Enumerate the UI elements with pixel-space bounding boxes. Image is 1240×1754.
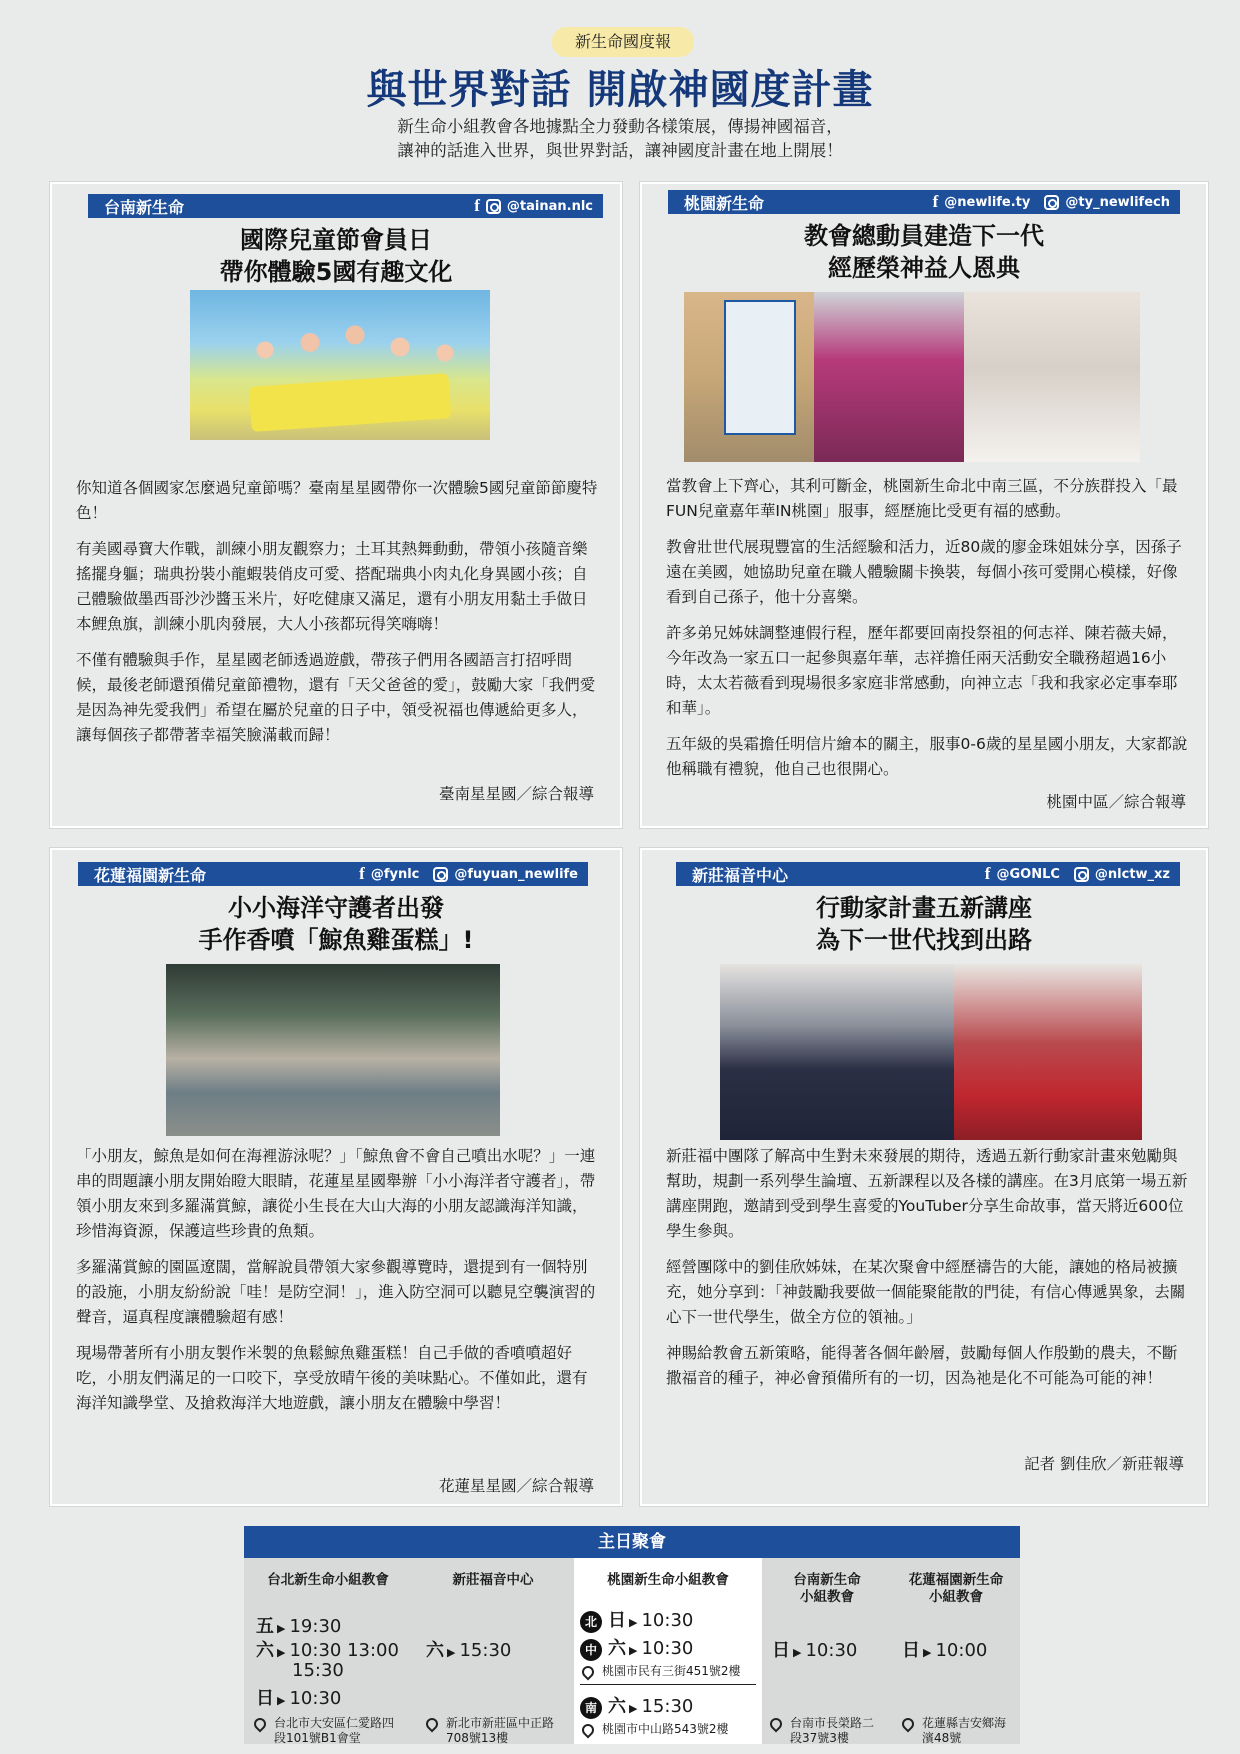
facebook-icon[interactable]: f	[932, 192, 939, 211]
paragraph: 「小朋友，鯨魚是如何在海裡游泳呢？」「鯨魚會不會自己噴出水呢？」一連串的問題讓小朋友開始瞪大眼睛，花蓮星星國舉辦「小小海洋者守護者」，帶領小朋友來到多羅滿賞鯨，讓從小生長在大山大海的小朋友認識海洋知識，珍惜海資源，保護這些珍貴的魚類。	[76, 1147, 596, 1240]
day: 日	[608, 1610, 626, 1631]
article-title	[52, 224, 620, 288]
title-line: 小小海洋守護者出發	[228, 894, 444, 922]
title-line: 行動家計畫五新講座	[816, 894, 1032, 922]
church-name: 新莊福音中心	[692, 865, 789, 885]
time-row	[426, 1636, 511, 1662]
social-handle[interactable]: @ty_newlifech	[1065, 194, 1170, 210]
col-name: 桃園新生命小組教會	[607, 1572, 729, 1588]
instagram-icon[interactable]	[433, 867, 448, 882]
article-body	[76, 1144, 602, 1427]
card-header	[668, 190, 1180, 214]
facebook-icon[interactable]: f	[359, 864, 365, 883]
article-photo	[814, 292, 964, 462]
name-line: 台南新生命	[793, 1572, 861, 1588]
time-row	[256, 1684, 341, 1710]
address-line: 段101號B1會堂	[274, 1731, 361, 1745]
name-line: 小組教會	[800, 1589, 854, 1605]
address	[580, 1664, 741, 1679]
paragraph: 神賜給教會五新策略，能得著各個年齡層，鼓勵每個人作殷勤的農夫，不斷撒福音的種子，神必會預備所有的一切，因為祂是化不可能為可能的神！	[666, 1344, 1178, 1387]
address-line: 桃園市中山路543號2樓	[602, 1722, 729, 1736]
paragraph: 有美國尋寶大作戰，訓練小朋友觀察力；土耳其熱舞動動，帶領小孩隨音樂搖擺身軀；瑞典扮裝小龍蝦裝俏皮可愛、搭配瑞典小肉丸化身異國小孩；自己體驗做墨西哥沙沙醬玉米片，好吃健康又滿足，還有小朋友用黏土手做日本鯉魚旗，訓練小肌肉發展，大人小孩都玩得笑嗨嗨！	[76, 540, 588, 633]
paragraph: 當教會上下齊心，其利可斷金，桃園新生命北中南三區，不分族群投入「最FUN兒童嘉年華IN桃園」服事，經歷施比受更有福的感動。	[666, 477, 1178, 520]
arrow-icon: ▶	[923, 1646, 932, 1659]
page-title: 與世界對話 開啟神國度計畫	[366, 67, 874, 113]
social-handle[interactable]: @GONLC	[996, 866, 1060, 882]
schedule-col-taoyuan	[574, 1558, 762, 1744]
address	[768, 1716, 874, 1746]
article-photo	[190, 290, 490, 440]
social-handle[interactable]: @fynlc	[370, 866, 420, 882]
paragraph: 五年級的吳霜擔任明信片繪本的關主，服事0-6歲的星星國小朋友，大家都說他稱職有禮貌，他自己也很開心。	[666, 735, 1188, 778]
address-line: 桃園市民有三街451號2樓	[602, 1664, 741, 1678]
social-links	[474, 196, 593, 216]
article-title	[52, 892, 620, 956]
time-row	[580, 1692, 693, 1719]
arrow-icon: ▶	[629, 1702, 638, 1715]
intro-line: 讓神的話進入世界，與世界對話，讓神國度計畫在地上開展！	[397, 141, 843, 160]
social-handle[interactable]: @nlctw_xz	[1094, 866, 1170, 882]
address	[424, 1716, 554, 1746]
title-line: 為下一世代找到出路	[816, 926, 1032, 954]
article-card-tainan	[50, 182, 622, 828]
social-handle[interactable]: @fuyuan_newlife	[454, 866, 578, 882]
day: 日	[256, 1688, 274, 1709]
church-name: 花蓮福園新生命	[94, 865, 207, 885]
schedule-col-hualien	[892, 1558, 1020, 1744]
day: 六	[608, 1638, 626, 1659]
address-line: 台南市長榮路二	[790, 1716, 875, 1730]
day: 六	[608, 1696, 626, 1717]
address-line: 花蓮縣吉安鄉海	[922, 1716, 1007, 1730]
card-header	[88, 194, 603, 218]
time-row	[256, 1612, 341, 1638]
address-line: 708號13樓	[446, 1731, 509, 1745]
paragraph: 教會壯世代展現豐富的生活經驗和活力，近80歲的廖金珠姐妹分享，因孫子遠在美國，她協助兒童在職人體驗關卡換裝，每個小孩可愛開心模樣，好像看到自己孫子，他十分喜樂。	[666, 538, 1182, 606]
title-line: 國際兒童節會員日	[240, 226, 432, 254]
address	[900, 1716, 1006, 1746]
arrow-icon: ▶	[277, 1622, 286, 1635]
time: 19:30	[289, 1616, 342, 1637]
social-handle[interactable]: @newlife.ty	[944, 194, 1031, 210]
location-pin-icon	[580, 1722, 597, 1739]
title-line: 帶你體驗5國有趣文化	[219, 258, 453, 286]
card-header	[78, 862, 588, 886]
card-header	[676, 862, 1180, 886]
time-row: 15:30	[292, 1660, 344, 1681]
byline: 臺南星星國／綜合報導	[438, 785, 594, 803]
day: 日	[902, 1640, 920, 1661]
col-name: 台北新生命小組教會	[267, 1572, 389, 1588]
time: 15:30	[459, 1640, 512, 1661]
article-title	[642, 892, 1206, 956]
instagram-icon[interactable]	[1044, 195, 1059, 210]
time-row	[256, 1636, 399, 1662]
photo-poster	[724, 300, 796, 435]
schedule-col-tainan	[762, 1558, 892, 1744]
kicker-badge: 新生命國度報	[552, 27, 694, 57]
arrow-icon: ▶	[277, 1646, 286, 1659]
intro-text	[0, 115, 1240, 163]
time: 10:30	[641, 1610, 694, 1631]
social-handle[interactable]: @tainan.nlc	[506, 198, 593, 214]
location-pin-icon	[580, 1664, 597, 1681]
time-row	[772, 1636, 857, 1662]
time: 10:30	[641, 1638, 694, 1659]
north-badge: 北	[580, 1611, 602, 1633]
title-line: 經歷榮神益人恩典	[828, 254, 1020, 282]
location-pin-icon	[768, 1716, 785, 1733]
paragraph: 新莊福中團隊了解高中生對未來發展的期待，透過五新行動家計畫來勉勵與幫助，規劃一系列學生論壇、五新課程以及各樣的講座。在3月底第一場五新講座開跑，邀請到受到學生喜愛的YouTuber分享生命故事，當天將近600位學生參與。	[666, 1147, 1188, 1240]
time: 10:30	[805, 1640, 858, 1661]
col-name	[762, 1572, 892, 1606]
south-badge: 南	[580, 1697, 602, 1719]
name-line: 小組教會	[929, 1589, 983, 1605]
church-name: 桃園新生命	[684, 193, 765, 213]
article-card-hualien	[50, 848, 622, 1506]
address	[580, 1722, 729, 1737]
facebook-icon[interactable]: f	[984, 864, 991, 883]
day: 日	[772, 1640, 790, 1661]
address-line: 段37號3樓	[790, 1731, 849, 1745]
church-name: 台南新生命	[104, 197, 185, 217]
title-line: 教會總動員建造下一代	[804, 222, 1044, 250]
divider	[580, 1684, 756, 1685]
day: 六	[426, 1640, 444, 1661]
location-pin-icon	[900, 1716, 917, 1733]
intro-line: 新生命小組教會各地據點全力發動各樣策展，傳揚神國福音，	[397, 117, 843, 136]
location-pin-icon	[424, 1716, 441, 1733]
time: 10:30 13:00	[289, 1640, 399, 1661]
social-links	[933, 192, 1170, 212]
article-body	[76, 476, 602, 759]
day: 六	[256, 1640, 274, 1661]
time-row	[580, 1634, 693, 1661]
central-badge: 中	[580, 1639, 602, 1661]
social-links	[359, 864, 578, 884]
address-line: 台北市大安區仁愛路四	[274, 1716, 395, 1730]
col-name: 新莊福音中心	[452, 1572, 534, 1588]
paragraph: 現場帶著所有小朋友製作米製的魚鬆鯨魚雞蛋糕！自己手做的香噴噴超好吃，小朋友們滿足的一口咬下，享受放晴午後的美味點心。不僅如此，還有海洋知識學堂、及搶救海洋大地遊戲，讓小朋友在體驗中學習！	[76, 1344, 588, 1412]
day: 五	[256, 1616, 274, 1637]
location-pin-icon	[252, 1716, 269, 1733]
schedule-col-taipei	[244, 1558, 412, 1744]
article-photo	[166, 964, 500, 1136]
arrow-icon: ▶	[447, 1646, 456, 1659]
article-photo	[954, 964, 1142, 1140]
service-schedule	[244, 1526, 1020, 1744]
article-card-taoyuan	[640, 182, 1208, 828]
address-line: 新北市新莊區中正路	[446, 1716, 555, 1730]
paragraph: 你知道各個國家怎麼過兒童節嗎？臺南星星國帶你一次體驗5國兒童節節慶特色！	[76, 479, 598, 522]
address-line: 濱48號	[922, 1731, 962, 1745]
paragraph: 不僅有體驗與手作，星星國老師透過遊戲，帶孩子們用各國語言打招呼問候，最後老師還預備兒童節禮物，還有「天父爸爸的愛」，鼓勵大家「我們愛是因為神先愛我們」希望在屬於兒童的日子中，領受祝福也傳遞給更多人，讓每個孩子都帶著幸福笑臉滿載而歸！	[76, 651, 596, 744]
time-row	[902, 1636, 987, 1662]
time: 15:30	[641, 1696, 694, 1717]
facebook-icon[interactable]: f	[474, 196, 480, 215]
arrow-icon: ▶	[793, 1646, 802, 1659]
arrow-icon: ▶	[629, 1644, 638, 1657]
article-photo	[964, 292, 1140, 462]
byline: 桃園中區／綜合報導	[1046, 793, 1186, 811]
col-name	[892, 1572, 1020, 1606]
article-photo	[684, 292, 814, 462]
paragraph: 許多弟兄姊妹調整連假行程，歷年都要回南投祭祖的何志祥、陳若薇夫婦，今年改為一家五口一起參與嘉年華，志祥擔任兩天活動安全職務超過16小時，太太若薇看到現場很多家庭非常感動，向神立志「我和我家必定事奉耶和華」。	[666, 624, 1178, 717]
time-row	[580, 1606, 693, 1633]
schedule-col-xinzhuang	[412, 1558, 574, 1744]
instagram-icon[interactable]	[1074, 867, 1089, 882]
article-body	[666, 474, 1192, 793]
photo-banner	[249, 373, 452, 432]
time: 10:00	[935, 1640, 988, 1661]
title-line: 手作香噴「鯨魚雞蛋糕」!	[198, 926, 474, 954]
byline: 花蓮星星國／綜合報導	[438, 1477, 594, 1495]
arrow-icon: ▶	[277, 1694, 286, 1707]
article-title	[642, 220, 1206, 284]
paragraph: 經營團隊中的劉佳欣姊妹，在某次聚會中經歷禱告的大能，讓她的格局被擴充，她分享到：「神鼓勵我要做一個能聚能散的門徒，有信心傳遞異象，去關心下一世代學生，做全方位的領袖。」	[666, 1258, 1186, 1326]
article-photo	[720, 964, 954, 1140]
instagram-icon[interactable]	[486, 199, 501, 214]
schedule-heading: 主日聚會	[244, 1526, 1020, 1558]
name-line: 花蓮福園新生命	[908, 1572, 1004, 1588]
time: 10:30	[289, 1688, 342, 1709]
byline: 記者 劉佳欣／新莊報導	[1024, 1455, 1184, 1473]
paragraph: 多羅滿賞鯨的園區遼闊，當解說員帶領大家參觀導覽時，還提到有一個特別的設施，小朋友紛紛說「哇！是防空洞！」，進入防空洞可以聽見空襲演習的聲音，逼真程度讓體驗超有感！	[76, 1258, 596, 1326]
article-body	[666, 1144, 1192, 1402]
arrow-icon: ▶	[629, 1616, 638, 1629]
article-card-xinzhuang	[640, 848, 1208, 1506]
address	[252, 1716, 394, 1746]
social-links	[985, 864, 1170, 884]
